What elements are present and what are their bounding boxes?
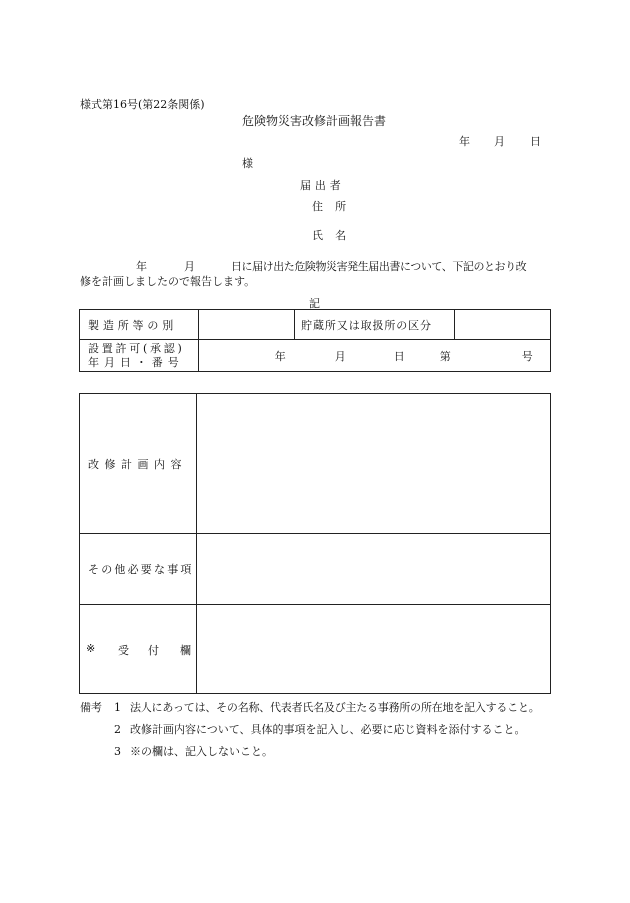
note-text: 改修計画内容について、具体的事項を記入し、必要に応じ資料を添付すること。 bbox=[130, 723, 526, 736]
notes bbox=[80, 700, 555, 766]
ki-marker: 記 bbox=[309, 297, 320, 310]
reception-label bbox=[80, 605, 197, 694]
note-number: 2 bbox=[114, 723, 121, 736]
reception-char1: 受 bbox=[118, 644, 129, 657]
applicant-label: 届出者 bbox=[300, 179, 345, 192]
note-item bbox=[80, 700, 555, 716]
applicant-address-label: 住所 bbox=[312, 200, 359, 213]
permit-dai: 第 bbox=[439, 350, 451, 363]
addressee-suffix: 様 bbox=[242, 157, 253, 170]
facility-type-value[interactable] bbox=[198, 310, 294, 340]
intro-month: 月 bbox=[184, 260, 195, 273]
permit-label-line2: 年月日・番号 bbox=[88, 355, 184, 369]
applicant-name-label: 氏名 bbox=[312, 229, 359, 242]
note-item bbox=[80, 744, 555, 760]
permit-label bbox=[80, 340, 199, 372]
facility-type-label: 製造所等の別 bbox=[80, 310, 199, 340]
other-label: その他必要な事項 bbox=[80, 534, 197, 605]
form-number: 様式第16号(第22条関係) bbox=[80, 98, 205, 111]
date-year: 年 bbox=[459, 135, 470, 148]
permit-go: 号 bbox=[521, 350, 533, 363]
reception-mark: ※ bbox=[86, 642, 96, 655]
note-number: 3 bbox=[114, 745, 121, 758]
facility-table bbox=[79, 309, 551, 372]
repair-plan-label: 改修計画内容 bbox=[80, 394, 197, 534]
intro-line2: 修を計画しましたので報告します。 bbox=[80, 275, 256, 288]
intro-year: 年 bbox=[136, 260, 147, 273]
permit-day: 日 bbox=[393, 350, 405, 363]
permit-year: 年 bbox=[274, 350, 286, 363]
notes-heading: 備考 bbox=[80, 701, 102, 714]
document-title: 危険物災害改修計画報告書 bbox=[242, 114, 387, 128]
note-item bbox=[80, 722, 555, 738]
permit-month: 月 bbox=[334, 350, 346, 363]
repair-plan-value[interactable] bbox=[197, 394, 551, 534]
intro-line1: 日に届け出た危険物災害発生届出書について、下記のとおり改 bbox=[231, 260, 527, 273]
note-number: 1 bbox=[114, 701, 121, 714]
storage-type-label: 貯蔵所又は取扱所の区分 bbox=[295, 310, 454, 340]
note-text: 法人にあっては、その名称、代表者氏名及び主たる事務所の所在地を記入すること。 bbox=[130, 701, 540, 714]
permit-label-line1: 設置許可(承認) bbox=[88, 341, 185, 355]
reception-char3: 欄 bbox=[180, 644, 191, 657]
note-text: ※の欄は、記入しないこと。 bbox=[130, 745, 273, 758]
reception-char2: 付 bbox=[148, 644, 159, 657]
other-value[interactable] bbox=[197, 534, 551, 605]
plan-table bbox=[79, 393, 551, 694]
date-month: 月 bbox=[494, 135, 505, 148]
storage-type-value[interactable] bbox=[454, 310, 550, 340]
reception-value[interactable] bbox=[197, 605, 551, 694]
date-day: 日 bbox=[530, 135, 541, 148]
permit-value[interactable] bbox=[198, 340, 550, 372]
